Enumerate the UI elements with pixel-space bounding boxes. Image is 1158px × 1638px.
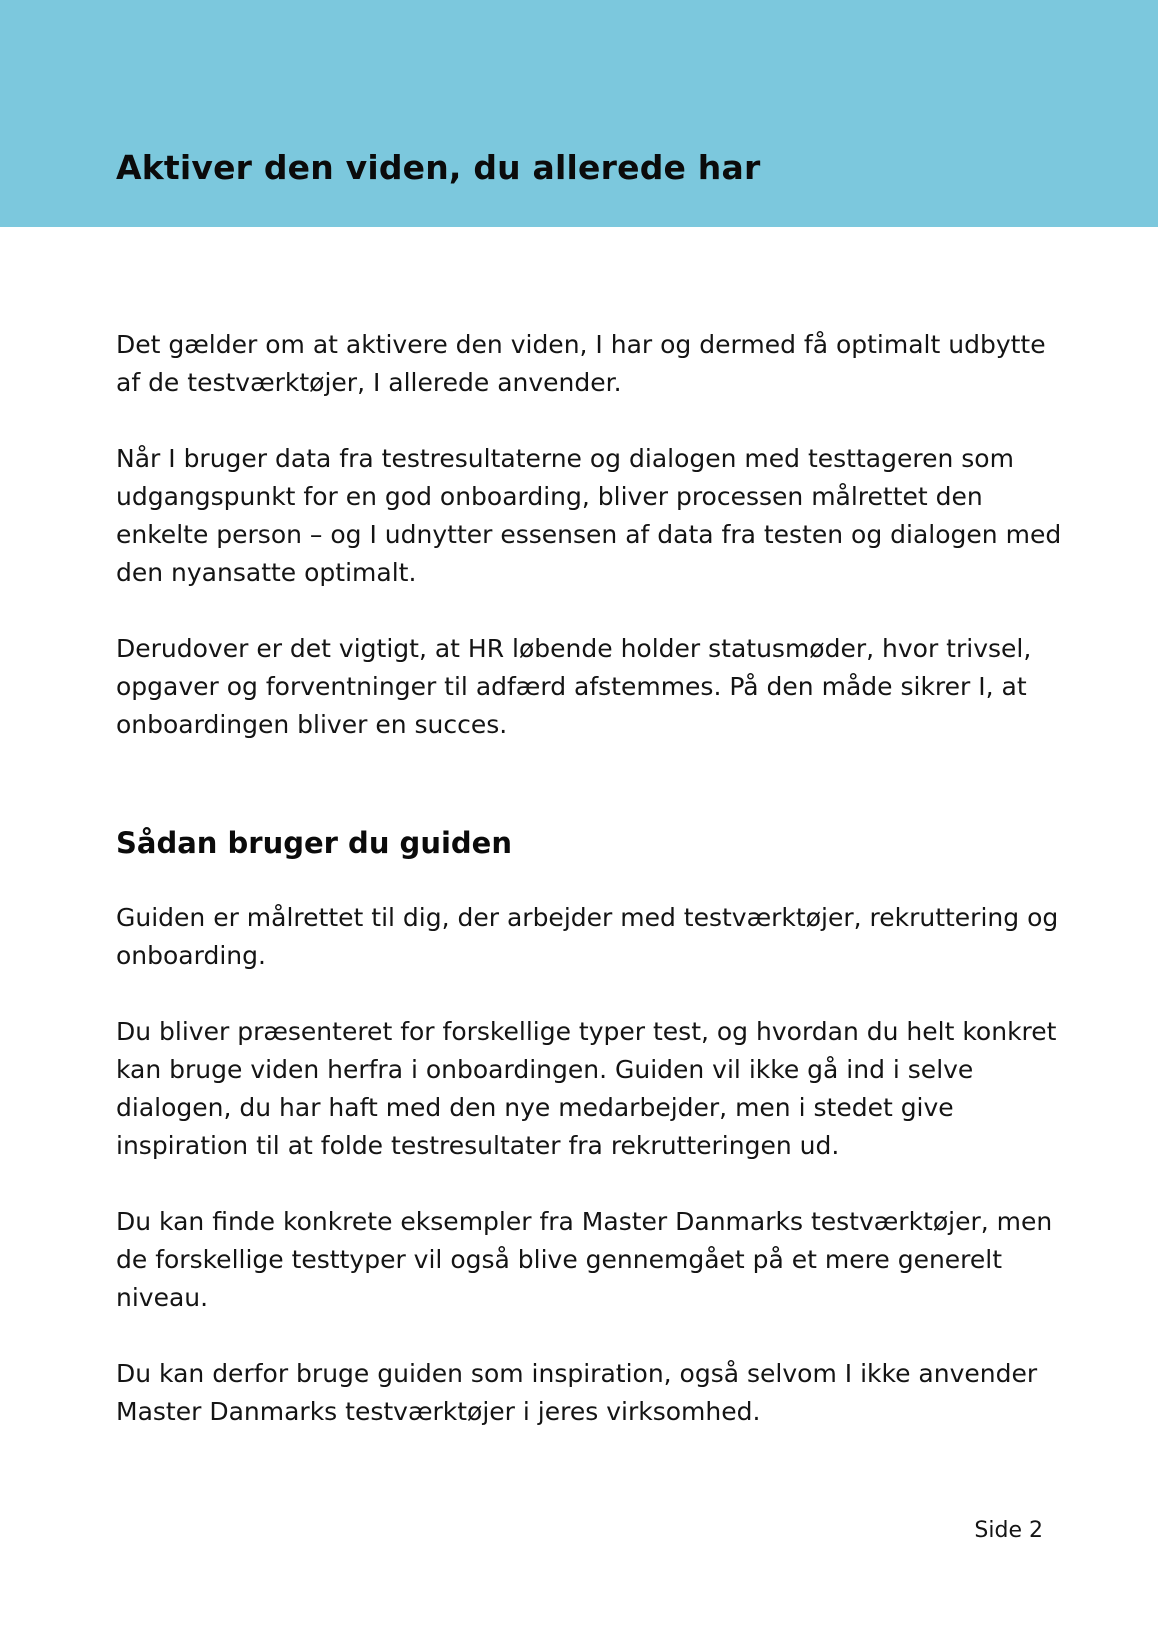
section-heading-guide: Sådan bruger du guiden: [116, 826, 512, 860]
page-title: Aktiver den viden, du allerede har: [116, 148, 761, 187]
guide-paragraph-3: Du kan finde konkrete eksempler fra Master Danmarks testværktøjer, men de forskellige testtyper vil også blive gennemgået på et mere generelt niveau.: [116, 1207, 1053, 1312]
page-number: Side 2: [974, 1518, 1043, 1543]
header-band: [0, 0, 1158, 227]
guide-paragraph-1: Guiden er målrettet til dig, der arbejder med testværktøjer, rekruttering og onboarding.: [116, 903, 1059, 970]
intro-paragraph-2: Når I bruger data fra testresultaterne og dialogen med testtageren som udgangspunkt for en god onboarding, bliver processen målrettet den enkelte person – og I udnytter essensen af data fra testen og dialogen med den nyansatte optimalt.: [116, 444, 1062, 587]
intro-paragraph-3: Derudover er det vigtigt, at HR løbende holder statusmøder, hvor trivsel, opgaver og forventninger til adfærd afstemmes. På den måde sikrer I, at onboardingen bliver en succes.: [116, 634, 1032, 739]
guide-paragraph-2: Du bliver præsenteret for forskellige typer test, og hvordan du helt konkret kan bruge viden herfra i onboardingen. Guiden vil ikke gå ind i selve dialogen, du har haft med den nye medarbejder, men i stedet give inspiration til at folde testresultater fra rekrutteringen ud.: [116, 1017, 1057, 1160]
guide-paragraph-4: Du kan derfor bruge guiden som inspiration, også selvom I ikke anvender Master Danmarks testværktøjer i jeres virksomhed.: [116, 1359, 1038, 1426]
main-content: [116, 326, 1076, 1469]
intro-paragraph-1: Det gælder om at aktivere den viden, I har og dermed få optimalt udbytte af de testværktøjer, I allerede anvender.: [116, 330, 1046, 397]
